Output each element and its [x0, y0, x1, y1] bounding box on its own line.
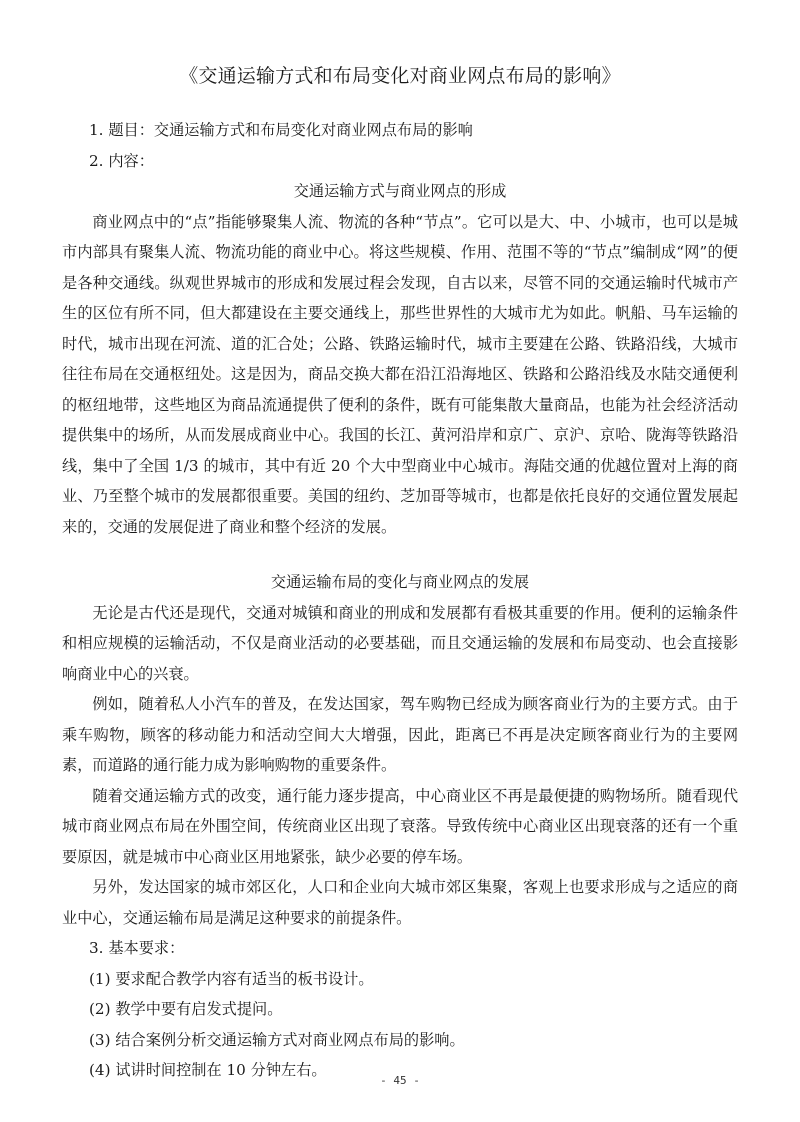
- section1-paragraph: 商业网点中的“点”指能够聚集人流、物流的各种“节点”。它可以是大、中、小城市，也可以是城市内部具有聚集人流、物流功能的商业中心。将这些规模、作用、范围不等的“节点”编制成“网”的便是各种交通线。纵观世界城市的形成和发展过程会发现，自古以来，尽管不同的交通运输时代城市产生的区位有所不同，但大都建设在主要交通线上，那些世界性的大城市尤为如此。帆船、马车运输的时代，城市出现在河流、道的汇合处；公路、铁路运输时代，城市主要建在公路、铁路沿线，大城市往往布局在交通枢纽处。这是因为，商品交换大都在沿江沿海地区、铁路和公路沿线及水陆交通便利的枢纽地带，这些地区为商品流通提供了便利的条件，既有可能集散大量商品，也能为社会经济活动提供集中的场所，从而发展成商业中心。我国的长江、黄河沿岸和京广、京沪、京哈、陇海等铁路沿线，集中了全国 1/3 的城市，其中有近 20 个大中型商业中心城市。海陆交通的优越位置对上海的商业、乃至整个城市的发展都很重要。美国的纽约、芝加哥等城市，也都是依托良好的交通位置发展起来的，交通的发展促进了商业和整个经济的发展。: [62, 212, 738, 536]
- section2-heading: 交通运输布局的变化与商业网点的发展: [270, 573, 530, 591]
- content-label: 2. 内容：: [89, 151, 154, 170]
- requirements-label: 3. 基本要求：: [89, 939, 185, 957]
- requirement-item: (2) 教学中要有启发式提问。: [89, 1000, 283, 1018]
- section1-heading: 交通运输方式与商业网点的形成: [293, 182, 507, 200]
- requirement-item: (3) 结合案例分析交通运输方式对商业网点布局的影响。: [89, 1030, 465, 1049]
- section2-paragraph: 例如，随着私人小汽车的普及，在发达国家，驾车购物已经成为顾客商业行为的主要方式。由于乘车购物，顾客的移动能力和活动空间大大增强，因此，距离已不再是决定顾客商业行为的主要网素，而道路的通行能力成为影响购物的重要条件。: [62, 695, 738, 774]
- section2-paragraph: 另外，发达国家的城市郊区化，人口和企业向大城市郊区集聚，客观上也要求形成与之适应的商业中心，交通运输布局是满足这种要求的前提条件。: [62, 878, 738, 927]
- requirement-item: (4) 试讲时间控制在 10 分钟左右。: [89, 1061, 327, 1079]
- requirement-item: (1) 要求配合教学内容有适当的板书设计。: [89, 969, 374, 988]
- topic-line: 1. 题目：交通运输方式和布局变化对商业网点布局的影响: [89, 121, 473, 139]
- page-number: - 45 -: [380, 1074, 420, 1087]
- document-title: 《交通运输方式和布局变化对商业网点布局的影响》: [179, 65, 621, 87]
- section2-paragraph: 随着交通运输方式的改变，通行能力逐步提高，中心商业区不再是最便捷的购物场所。随看现代城市商业网点布局在外围空间，传统商业区出现了衰落。导致传统中心商业区出现衰落的还有一个重要原因，就是城市中心商业区用地紧张，缺少必要的停车场。: [62, 786, 738, 866]
- section2-paragraph: 无论是古代还是现代，交通对城镇和商业的刑成和发展都有看极其重要的作用。便利的运输条件和相应规模的运输活动，不仅是商业活动的必要基础，而且交通运输的发展和布局变动、也会直接影响商业中心的兴衰。: [62, 603, 738, 683]
- document-body: [62, 115, 738, 1086]
- section-spacer: [62, 542, 738, 567]
